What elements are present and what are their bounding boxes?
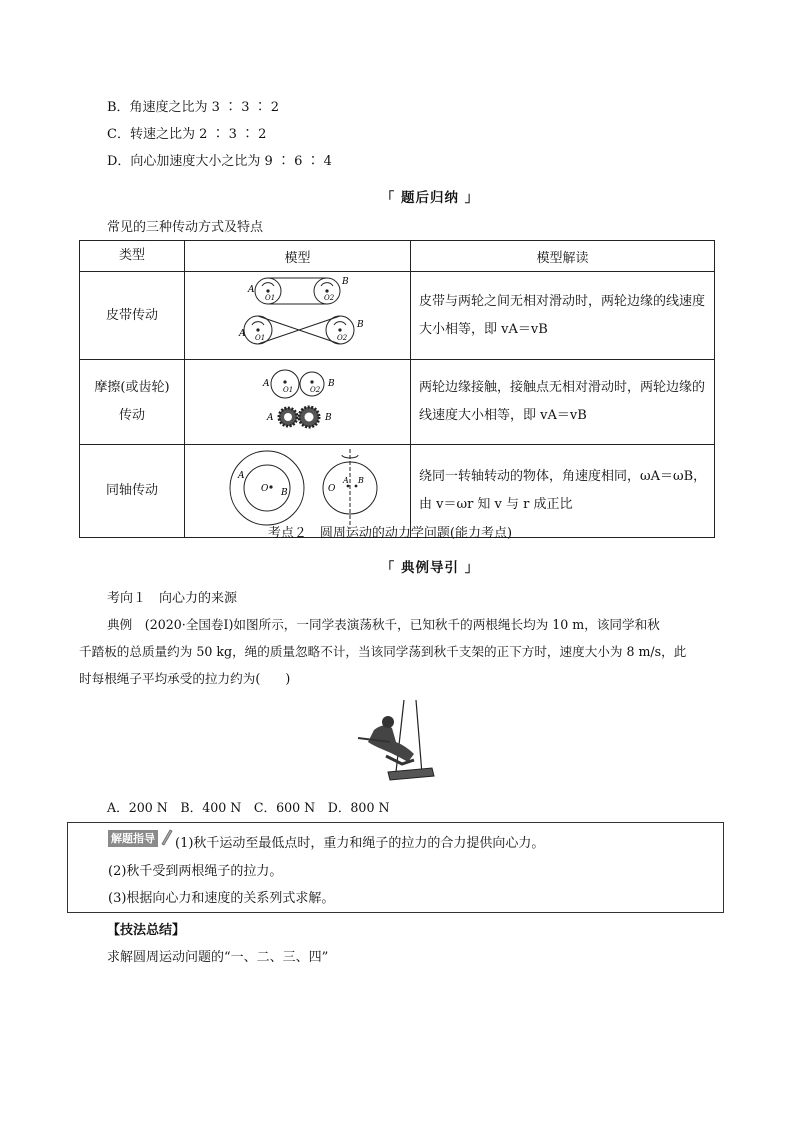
label-o1: O1 [283, 386, 294, 394]
row-desc: 两轮边缘接触，接触点无相对滑动时，两轮边缘的线速度大小相等，即 vA＝vB [411, 360, 715, 445]
row-type-line1: 摩擦(或齿轮) [94, 380, 170, 395]
label-o: O [261, 484, 269, 494]
transmission-table [79, 240, 715, 538]
section-title: 考点２ 圆周运动的动力学问题(能力考点) [267, 526, 513, 541]
label-o2: O2 [310, 386, 321, 394]
belt-diagram-cell [185, 272, 411, 360]
guide-line-1: (1)秋千运动至最低点时，重力和绳子的拉力的合力提供向心力。 [175, 836, 545, 851]
table-header-row [80, 241, 715, 272]
label-a: A [248, 285, 255, 295]
row-desc-line1: 绕同一转轴转动的物体，角速度相同，ωA＝ωB， [419, 469, 707, 484]
label-o2: O2 [337, 334, 348, 342]
row-type [80, 360, 185, 445]
row-desc: 皮带与两轮之间无相对滑动时，两轮边缘的线速度大小相等，即 vA＝vB [411, 272, 715, 360]
row-type: 同轴传动 [80, 445, 185, 538]
label-o1: O1 [255, 334, 266, 342]
example-line-1: 典例 (2020·全国卷Ⅰ)如图所示，一同学表演荡秋千，已知秋千的两根绳长均为 10 m，该同学和秋 [107, 617, 660, 632]
label-a: A [238, 471, 245, 481]
row-type-line2: 传动 [118, 408, 145, 423]
header-type: 类型 [80, 241, 185, 272]
technique-line: 求解圆周运动问题的“一、二、三、四” [107, 950, 329, 965]
label-a: A [263, 379, 270, 389]
technique-heading: 【技法总结】 [107, 923, 186, 938]
label-o: O [328, 484, 336, 494]
direction-label: 考向１ 向心力的来源 [107, 591, 238, 606]
example-heading: 「 典例导引 」 [380, 560, 480, 576]
guide-line-3: (3)根据向心力和速度的关系列式求解。 [108, 891, 335, 906]
table-row [80, 272, 715, 360]
guide-line-2: (2)秋千受到两根绳子的拉力。 [108, 864, 283, 879]
option-d: D．向心加速度大小之比为 9 ∶ 6 ∶ 4 [107, 154, 332, 169]
guide-tag: 解题指导 [108, 830, 158, 847]
header-model: 模型 [185, 241, 411, 272]
label-o1: O1 [265, 294, 276, 302]
example-line-3: 时每根绳子平均承受的拉力约为( ) [79, 671, 291, 686]
label-b: B [325, 413, 332, 423]
friction-diagram-cell [185, 360, 411, 445]
label-b: B [357, 320, 364, 330]
summary-heading: 「 题后归纳 」 [380, 190, 480, 206]
label-b: B [281, 488, 288, 498]
swing-illustration [344, 698, 444, 790]
table-row [80, 360, 715, 445]
friction-gear-diagram [185, 360, 410, 440]
row-desc-line2: 由 v＝ωr 知 v 与 r 成正比 [419, 497, 573, 512]
row-type: 皮带传动 [80, 272, 185, 360]
label-a: A [239, 329, 246, 339]
example-line-2: 千踏板的总质量约为 50 kg，绳的质量忽略不计，当该同学荡到秋千支架的正下方时，速度大小为 8 m/s，此 [79, 644, 687, 659]
label-b: B [342, 277, 349, 287]
label-a: A [343, 476, 349, 485]
table-caption: 常见的三种传动方式及特点 [107, 220, 264, 235]
header-interpretation: 模型解读 [411, 241, 715, 272]
coaxial-diagram [185, 445, 410, 533]
solution-guide-box [67, 822, 724, 913]
label-a: A [267, 413, 274, 423]
label-b: B [328, 379, 335, 389]
label-o2: O2 [324, 294, 335, 302]
belt-drive-diagram [185, 272, 410, 355]
label-b: B [358, 476, 364, 485]
option-c: C．转速之比为 2 ∶ 3 ∶ 2 [107, 127, 267, 142]
pencil-icon [159, 828, 173, 846]
option-b: B．角速度之比为 3 ∶ 3 ∶ 2 [107, 100, 280, 115]
answer-options: A．200 N B．400 N C．600 N D．800 N [107, 800, 390, 815]
